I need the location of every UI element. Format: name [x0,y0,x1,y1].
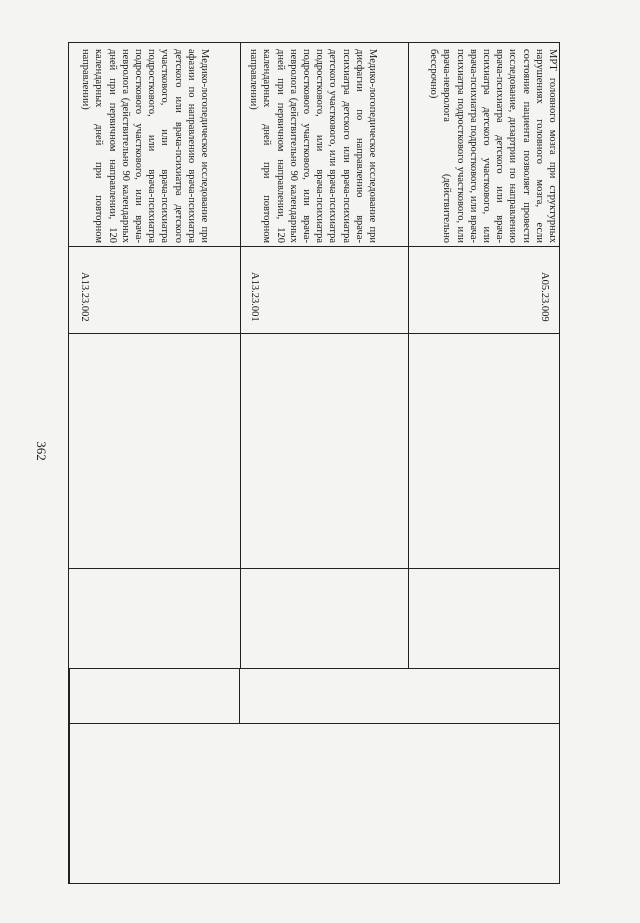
row-1-description: МРТ головного мозга при структурных нарушениях головного мозга, если состояние пациента позволяет провести исследование, дизартрии по направлению врача-психиатра детского или врача-психиатра детского участкового, или врача-психиатра подросткового, или врача-психиатра подросткового участкового, или врача-невролога (действительно бессрочно) [428,49,558,243]
row-divider-3 [69,668,70,883]
column-divider-empty1-empty2 [69,568,559,569]
column-divider-empty3-inner [239,668,240,723]
row-2-code: A13.23.001 [249,272,260,322]
column-divider-code-empty1 [69,333,559,334]
services-table [68,42,560,884]
column-divider-desc-code [69,246,559,247]
row-1-code: A13.23.002 [79,272,90,322]
column-divider-empty3-empty4 [69,723,559,724]
row-3-description: Медико-логопедическое исследование при афазии по направлению врача-психиатра детского или врача-психиатра детского участкового, или врача-психиатра подросткового, или врача-психиатра подросткового участкового, или врача-невролога (действительно 90 календарных дней при первичном направлении, 120 календарных дней при повторном направлении) [80,49,210,243]
column-divider-empty2-empty3 [69,668,559,669]
page-number: 362 [34,441,49,461]
row-2-description: Медико-логопедическое исследование при дисфагии по направлению врача-психиатра детского или врача-психиатра детского участкового, или врача-психиатра подросткового, или врача-психиатра подросткового участкового, или врача-невролога (действительно 90 календарных дней при первичном направлении, 120 календарных дней при повторном направлении) [248,49,378,243]
row-divider-2 [408,43,409,668]
row-3-code: A05.23.009 [539,272,550,322]
